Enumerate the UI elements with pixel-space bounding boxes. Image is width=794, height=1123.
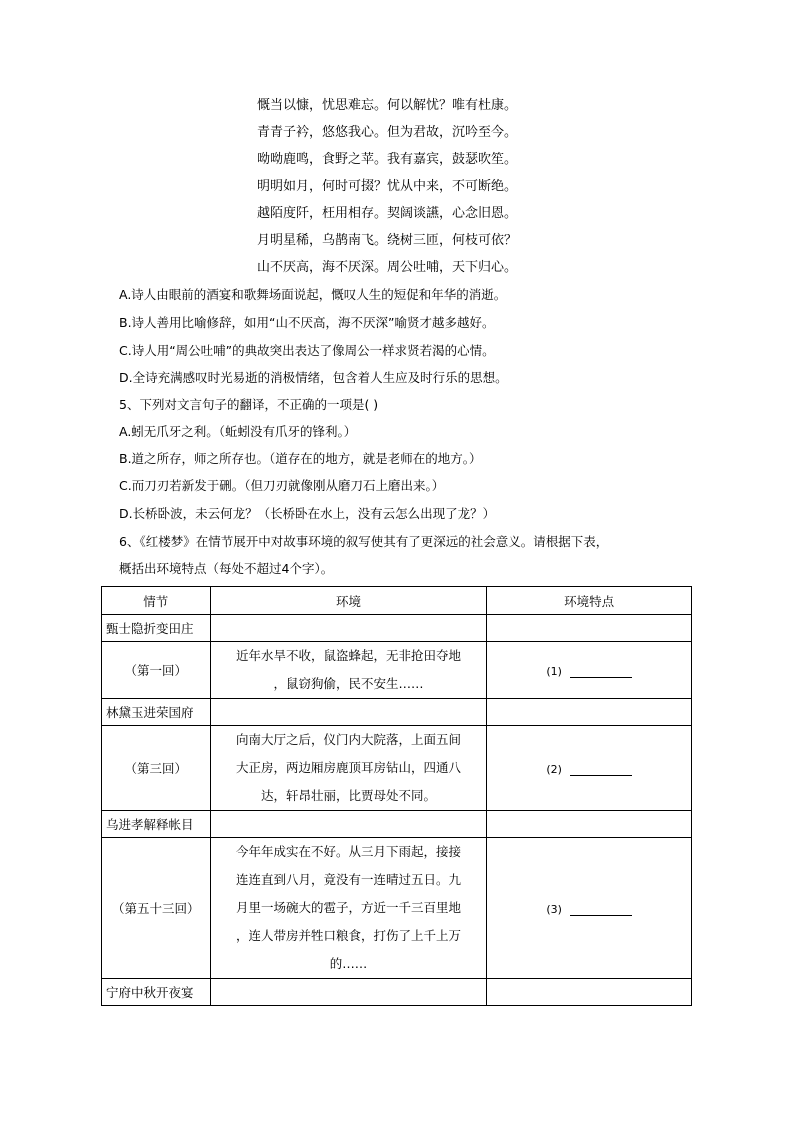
poem-line: 呦呦鹿鸣，食野之苹。我有嘉宾，鼓瑟吹笙。 [257,152,518,167]
q4-option-a: A.诗人由眼前的酒宴和歌舞场面说起，慨叹人生的短促和年华的消逝。 [119,287,507,302]
empty-cell [210,615,487,642]
table-row [102,642,692,699]
env-line: 连连直到八月，竟没有一连晴过五日。九 [235,872,461,887]
header-environment: 环境 [210,587,487,615]
table-row [102,811,692,838]
poem-line: 山不厌高，海不厌深。周公吐哺，天下归心。 [257,260,518,275]
q5-option-c: C.而刀刃若新发于硎。（但刀刃就像刚从磨刀石上磨出来。） [119,478,445,493]
env-line: 达，轩昂壮丽，比贾母处不同。 [260,788,436,803]
blank-number: (1) [546,664,562,678]
poem-line: 慨当以慷，忧思难忘。何以解忧？唯有杜康。 [257,98,518,113]
env-line: 今年年成实在不好。从三月下雨起，接接 [235,844,461,859]
plot-title: 乌进孝解释帐目 [102,811,211,838]
empty-cell [487,615,692,642]
table-header-row [102,587,692,615]
answer-blank[interactable] [570,763,632,776]
q4-option-d: D.全诗充满感叹时光易逝的消极情绪，包含着人生应及时行乐的思想。 [119,370,508,385]
env-line: 月里一场碗大的雹子，方近一千三百里地 [235,900,461,915]
q6-stem-line1: 6、《红楼梦》在情节展开中对故事环境的叙写使其有了更深远的社会意义。请根据下表， [119,534,609,549]
env-line: ，鼠窃狗偷，民不安生…… [273,676,424,691]
env-line: 近年水旱不收，鼠盗蜂起，无非抢田夺地 [235,648,461,663]
feature-answer-cell [487,642,692,699]
empty-cell [487,979,692,1006]
table-row [102,615,692,642]
q5-option-b: B.道之所存，师之所存也。（道存在的地方，就是老师在的地方。） [119,451,482,466]
empty-cell [487,699,692,726]
feature-answer-cell [487,838,692,979]
answer-blank[interactable] [570,665,632,678]
q5-option-d: D.长桥卧波，未云何龙？（长桥卧在水上，没有云怎么出现了龙？） [119,506,496,521]
empty-cell [210,811,487,838]
table-row [102,838,692,979]
header-feature: 环境特点 [487,587,692,615]
plot-title: 甄士隐折变田庄 [102,615,211,642]
plot-title: 林黛玉进荣国府 [102,699,211,726]
empty-cell [210,979,487,1006]
q5-stem: 5、下列对文言句子的翻译，不正确的一项是( ) [119,397,379,412]
environment-text [210,726,487,811]
chapter-label: （第一回） [102,642,211,699]
answer-blank[interactable] [570,903,632,916]
poem-line: 青青子衿，悠悠我心。但为君故，沉吟至今。 [257,125,518,140]
environment-table [101,586,692,1006]
q5-option-a: A.蚓无爪牙之利。（蚯蚓没有爪牙的锋利。） [119,424,357,439]
q4-option-c: C.诗人用“周公吐哺”的典故突出表达了像周公一样求贤若渴的心情。 [119,343,495,358]
env-line: 的…… [329,956,368,971]
env-line: 大正房，两边厢房鹿顶耳房钻山，四通八 [235,760,461,775]
chapter-label: （第五十三回） [102,838,211,979]
poem-line: 越陌度阡，枉用相存。契阔谈讌，心念旧恩。 [257,206,518,221]
q4-option-b: B.诗人善用比喻修辞，如用“山不厌高，海不厌深”喻贤才越多越好。 [119,315,495,330]
empty-cell [210,699,487,726]
environment-text [210,838,487,979]
env-line: 向南大厅之后，仪门内大院落，上面五间 [235,732,461,747]
poem-line: 明明如月，何时可掇？忧从中来，不可断绝。 [257,179,518,194]
header-plot: 情节 [102,587,211,615]
poem-line: 月明星稀，乌鹊南飞。绕树三匝，何枝可依？ [257,233,518,248]
plot-title: 宁府中秋开夜宴 [102,979,211,1006]
feature-answer-cell [487,726,692,811]
table-row [102,979,692,1006]
environment-text [210,642,487,699]
blank-number: (3) [546,902,562,916]
empty-cell [487,811,692,838]
env-line: ，连人带房并牲口粮食，打伤了上千上万 [235,928,461,943]
blank-number: (2) [546,762,562,776]
q6-stem-line2: 概括出环境特点（每处不超过4个字）。 [119,561,334,576]
chapter-label: （第三回） [102,726,211,811]
table-row [102,726,692,811]
table-row [102,699,692,726]
